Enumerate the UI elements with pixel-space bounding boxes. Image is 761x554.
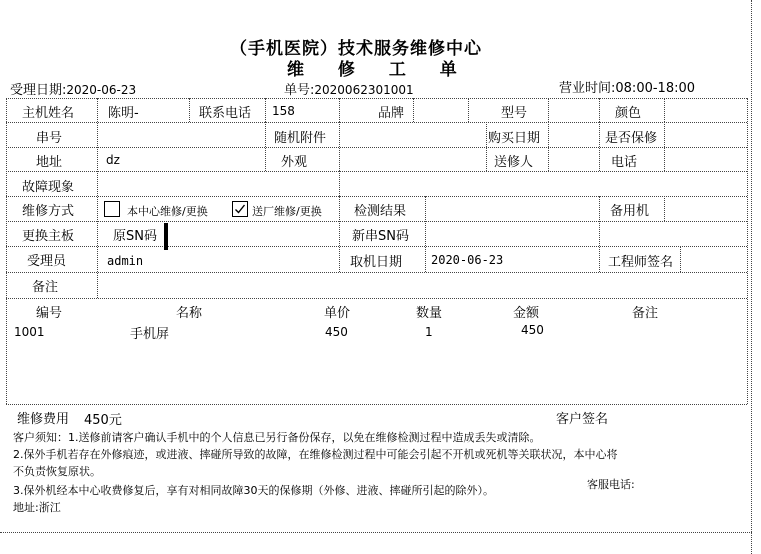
grid-line [6,98,7,404]
grid-line [6,298,747,299]
footer-address-value: 浙江 [38,501,61,514]
grid-line [468,98,469,122]
grid-line [548,122,549,171]
page-edge-line [751,0,752,554]
grid-line [6,122,747,123]
footer-address-label: 地址: [13,501,39,514]
business-hours-value: 08:00-18:00 [615,81,696,96]
part-code: 1001 [14,325,45,339]
parts-header-note: 备注 [632,306,659,321]
option-factory-label: 送厂维修/更换 [252,205,322,218]
parts-header-code: 编号 [36,306,63,321]
accessories-label: 随机附件 [274,131,327,146]
footer-address [13,499,61,516]
brand-label: 品牌 [378,106,405,121]
grid-line [265,98,266,122]
grid-line [6,171,747,172]
owner-label: 主机姓名 [22,106,75,121]
grid-line [339,98,340,122]
notice-2a: 2.保外手机若存在外修痕迹，或进液、摔碰所导致的故障，在维修检测过程中可能会引起不开机或死机等关联状况，本中心将 [13,448,618,461]
part-qty: 1 [425,325,433,339]
notice-3: 3.保外机经本中心收费修复后，享有对相同故障30天的保修期（外修、进液、摔碰所引起的除外）。 [13,484,494,497]
order-number [284,79,414,98]
handler-value[interactable]: admin [107,254,144,268]
board-label: 更换主板 [22,229,75,244]
fee-value: 450元 [84,413,122,428]
grid-line [486,122,487,171]
receive-date [10,79,136,98]
parts-header-amount: 金额 [513,306,540,321]
grid-line [599,122,600,171]
grid-line [339,122,340,171]
page-subtitle: 维 修 工 单 [287,60,471,80]
grid-line [97,98,98,298]
part-price: 450 [325,325,348,339]
parts-header-qty: 数量 [416,306,443,321]
address-value[interactable]: dz [106,153,120,167]
serial-label: 串号 [36,131,63,146]
notice-2b: 不负责恢复原状。 [13,465,101,478]
handler-label: 受理员 [27,254,67,269]
grid-line [747,98,748,404]
page-bottom-line [0,532,752,533]
inspect-label: 检测结果 [354,204,407,219]
option-factory-checkbox[interactable] [232,201,248,217]
appearance-label: 外观 [281,155,308,170]
service-phone-label: 客服电话: [587,478,635,491]
part-name: 手机屏 [130,327,170,342]
grid-line [425,196,426,272]
fault-label: 故障现象 [22,180,75,195]
grid-line [6,246,747,247]
purchase-date-label: 购买日期 [488,131,541,146]
grid-line [339,171,340,196]
pickup-date-value[interactable]: 2020-06-23 [431,253,504,267]
model-label: 型号 [501,106,528,121]
grid-line [413,98,414,122]
grid-line [664,98,665,122]
order-number-label: 单号: [284,83,315,98]
grid-line [548,98,549,122]
grid-line [6,196,747,197]
phone-value[interactable]: 158 [272,104,295,118]
spare-label: 备用机 [610,204,650,219]
old-sn-divider [164,223,168,250]
option-local-checkbox[interactable] [104,201,120,217]
grid-line [664,122,665,171]
option-local-label: 本中心维修/更换 [127,205,208,218]
checkmark-icon [234,203,246,215]
order-number-value: 2020062301001 [314,83,414,97]
sender-label: 送修人 [494,155,534,170]
grid-line [6,404,747,405]
color-label: 颜色 [615,106,642,121]
grid-line [265,122,266,171]
tel-label: 电话 [611,155,638,170]
customer-sign-label: 客户签名 [556,412,609,427]
owner-value[interactable]: 陈明- [108,106,139,121]
fee-label: 维修费用 [17,412,70,427]
repair-mode-label: 维修方式 [22,204,75,219]
business-hours-label: 营业时间: [559,81,616,96]
grid-line [599,196,600,272]
grid-line [680,246,681,272]
phone-label: 联系电话 [199,106,252,121]
receive-date-label: 受理日期: [10,83,67,98]
grid-line [6,272,747,273]
grid-line [339,196,340,272]
remark-label: 备注 [32,280,59,295]
grid-line [189,98,190,122]
business-hours [559,77,695,96]
receive-date-value: 2020-06-23 [66,83,137,97]
part-amount: 450 [521,323,544,337]
grid-line [6,147,747,148]
new-sn-label: 新串SN码 [352,229,409,244]
parts-header-name: 名称 [176,306,203,321]
parts-header-price: 单价 [324,306,351,321]
grid-line [599,98,600,122]
engineer-sign-label: 工程师签名 [608,255,674,270]
grid-line [664,196,665,221]
grid-line [6,221,747,222]
address-label: 地址 [36,155,63,170]
page-title: （手机医院）技术服务维修中心 [230,39,482,59]
grid-line [6,98,747,99]
pickup-date-label: 取机日期 [350,255,403,270]
warranty-label: 是否保修 [605,131,658,146]
notice-1: 客户须知：1.送修前请客户确认手机中的个人信息已另行备份保存，以免在维修检测过程中造成丢失或清除。 [13,431,541,444]
old-sn-label: 原SN码 [113,229,157,244]
